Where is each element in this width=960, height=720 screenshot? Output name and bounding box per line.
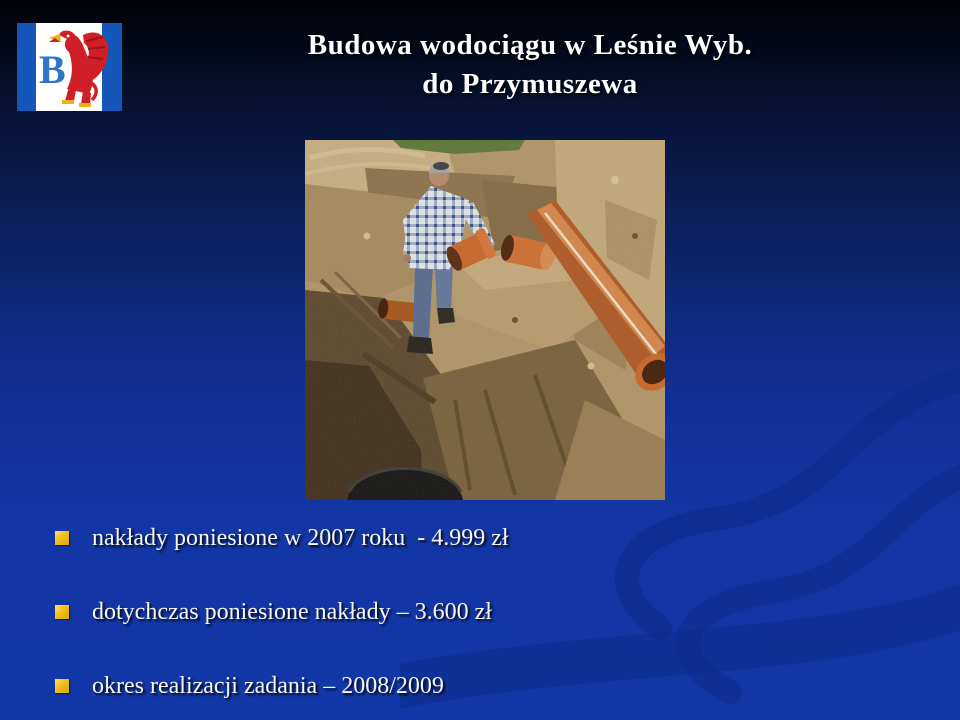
bullet-text-realization-period: okres realizacji zadania – 2008/2009: [92, 673, 444, 699]
bullet-list: [55, 522, 715, 720]
square-bullet-icon: [55, 605, 69, 619]
construction-photo: [305, 140, 665, 500]
bullet-text-2007-expense: nakłady poniesione w 2007 roku - 4.999 zł: [92, 525, 509, 551]
square-bullet-icon: [55, 679, 69, 693]
bullet-item: [55, 670, 715, 703]
bullet-item: [55, 596, 715, 629]
griffin-crest-icon: [17, 23, 122, 111]
slide-title: [150, 26, 910, 104]
bullet-item: [55, 522, 715, 555]
slide-title-line2: do Przymuszewa: [422, 68, 638, 100]
coat-of-arms-logo: [17, 23, 122, 111]
slide-title-line1: Budowa wodociągu w Leśnie Wyb.: [307, 29, 753, 61]
square-bullet-icon: [55, 531, 69, 545]
bullet-text-total-expense: dotychczas poniesione nakłady – 3.600 zł: [92, 599, 492, 625]
svg-text:B: B: [39, 47, 66, 92]
trench-excavation-illustration: [305, 140, 665, 500]
